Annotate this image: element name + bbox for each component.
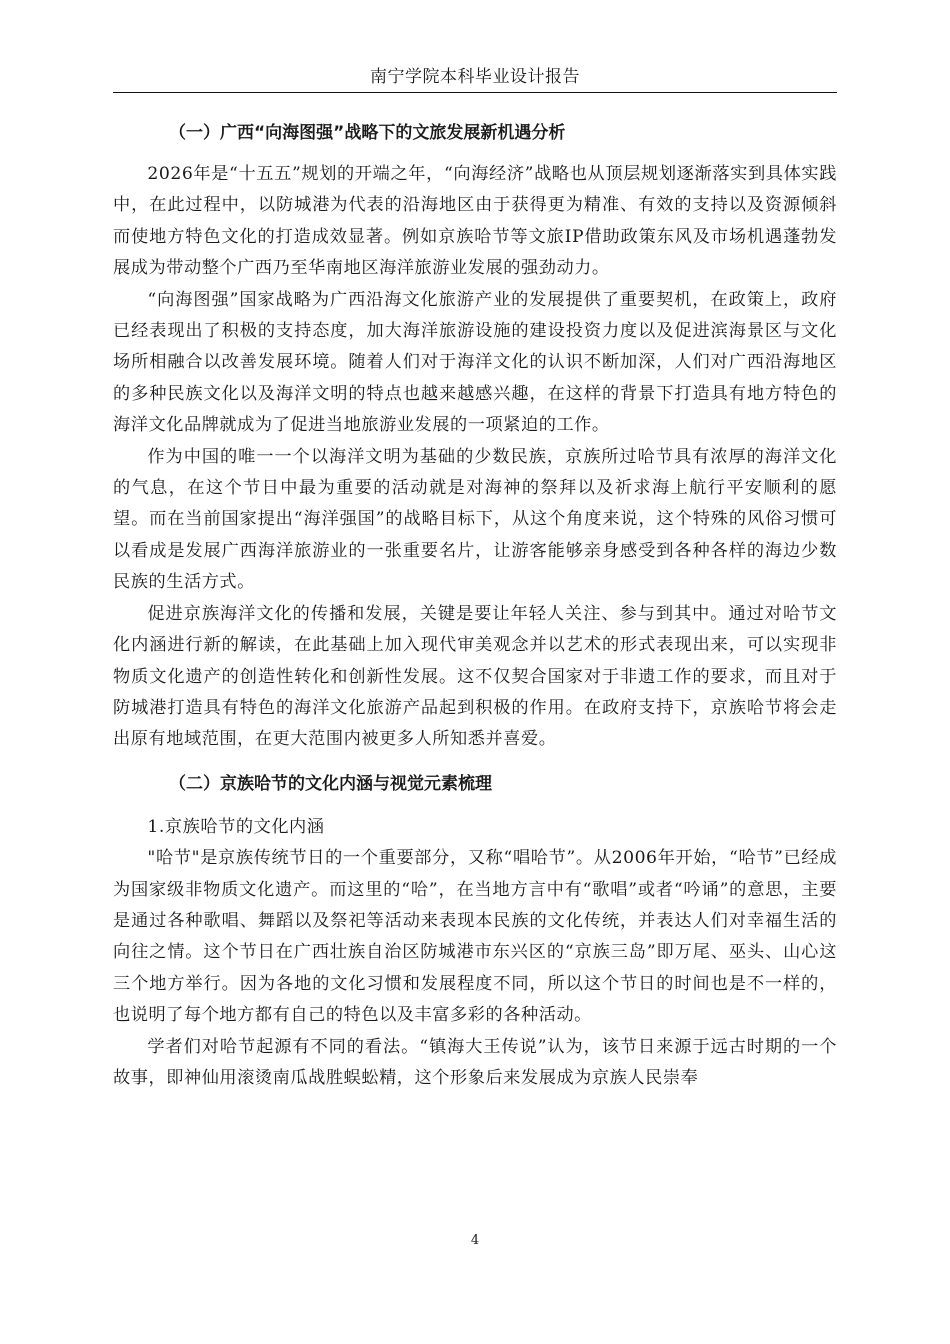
paragraph: 促进京族海洋文化的传播和发展，关键是要让年轻人关注、参与到其中。通过对哈节文化内涵进行新的解读，在此基础上加入现代审美观念并以艺术的形式表现出来，可以实现非物质文化遗产的创造性转化和创新性发展。这不仅契合国家对于非遗工作的要求，而且对于防城港打造具有特色的海洋文化旅游产品起到积极的作用。在政府支持下，京族哈节将会走出原有地域范围，在更大范围内被更多人所知悉并喜爱。 — [113, 603, 837, 750]
paragraph: "哈节"是京族传统节日的一个重要部分，又称“唱哈节”。从2006年开始，“哈节”已经成为国家级非物质文化遗产。而这里的“哈”，在当地方言中有“歌唱”或者“吟诵”的意思，主要是通过各种歌唱、舞蹈以及祭祀等活动来表现本民族的文化传统，并表达人们对幸福生活的向往之情。这个节日在广西壮族自治区防城港市东兴区的“京族三岛”即万尾、巫头、山心这三个地方举行。因为各地的文化习惯和发展程度不同，所以这个节日的时间也是不一样的，也说明了每个地方都有自己的特色以及丰富多彩的各种活动。 — [113, 848, 837, 1026]
paragraph: 学者们对哈节起源有不同的看法。“镇海大王传说”认为，该节日来源于远古时期的一个故事，即神仙用滚烫南瓜战胜蜈蚣精，这个形象后来发展成为京族人民崇奉 — [113, 1036, 837, 1088]
page-body — [113, 113, 837, 1094]
section-heading-1: （一）广西“向海图强”战略下的文旅发展新机遇分析 — [169, 123, 566, 143]
paragraph: “向海图强”国家战略为广西沿海文化旅游产业的发展提供了重要契机，在政策上，政府已经表现出了积极的支持态度，加大海洋旅游设施的建设投资力度以及促进滨海景区与文化场所相融合以改善发展环境。随着人们对于海洋文化的认识不断加深，人们对广西沿海地区的多种民族文化以及海洋文明的特点也越来越感兴趣，在这样的背景下打造具有地方特色的海洋文化品牌就成为了促进当地旅游业发展的一项紧迫的工作。 — [113, 289, 837, 436]
paragraph: 作为中国的唯一一个以海洋文明为基础的少数民族，京族所过哈节具有浓厚的海洋文化的气息，在这个节日中最为重要的活动就是对海神的祭拜以及祈求海上航行平安顺利的愿望。而在当前国家提出“海洋强国”的战略目标下，从这个角度来说，这个特殊的风俗习惯可以看成是发展广西海洋旅游业的一张重要名片，让游客能够亲身感受到各种各样的海边少数民族的生活方式。 — [113, 446, 837, 593]
subsection-heading: 1.京族哈节的文化内涵 — [147, 816, 325, 837]
page-number: 4 — [470, 1233, 480, 1248]
header-divider — [113, 92, 837, 93]
running-header: 南宁学院本科毕业设计报告 — [370, 67, 580, 87]
paragraph: 2026年是“十五五”规划的开端之年，“向海经济”战略也从顶层规划逐渐落实到具体实践中，在此过程中，以防城港为代表的沿海地区由于获得更为精准、有效的支持以及资源倾斜而使地方特色文化的打造成效显著。例如京族哈节等文旅IP借助政策东风及市场机遇蓬勃发展成为带动整个广西乃至华南地区海洋旅游业发展的强劲动力。 — [113, 164, 837, 279]
section-heading-2: （二）京族哈节的文化内涵与视觉元素梳理 — [169, 773, 492, 794]
